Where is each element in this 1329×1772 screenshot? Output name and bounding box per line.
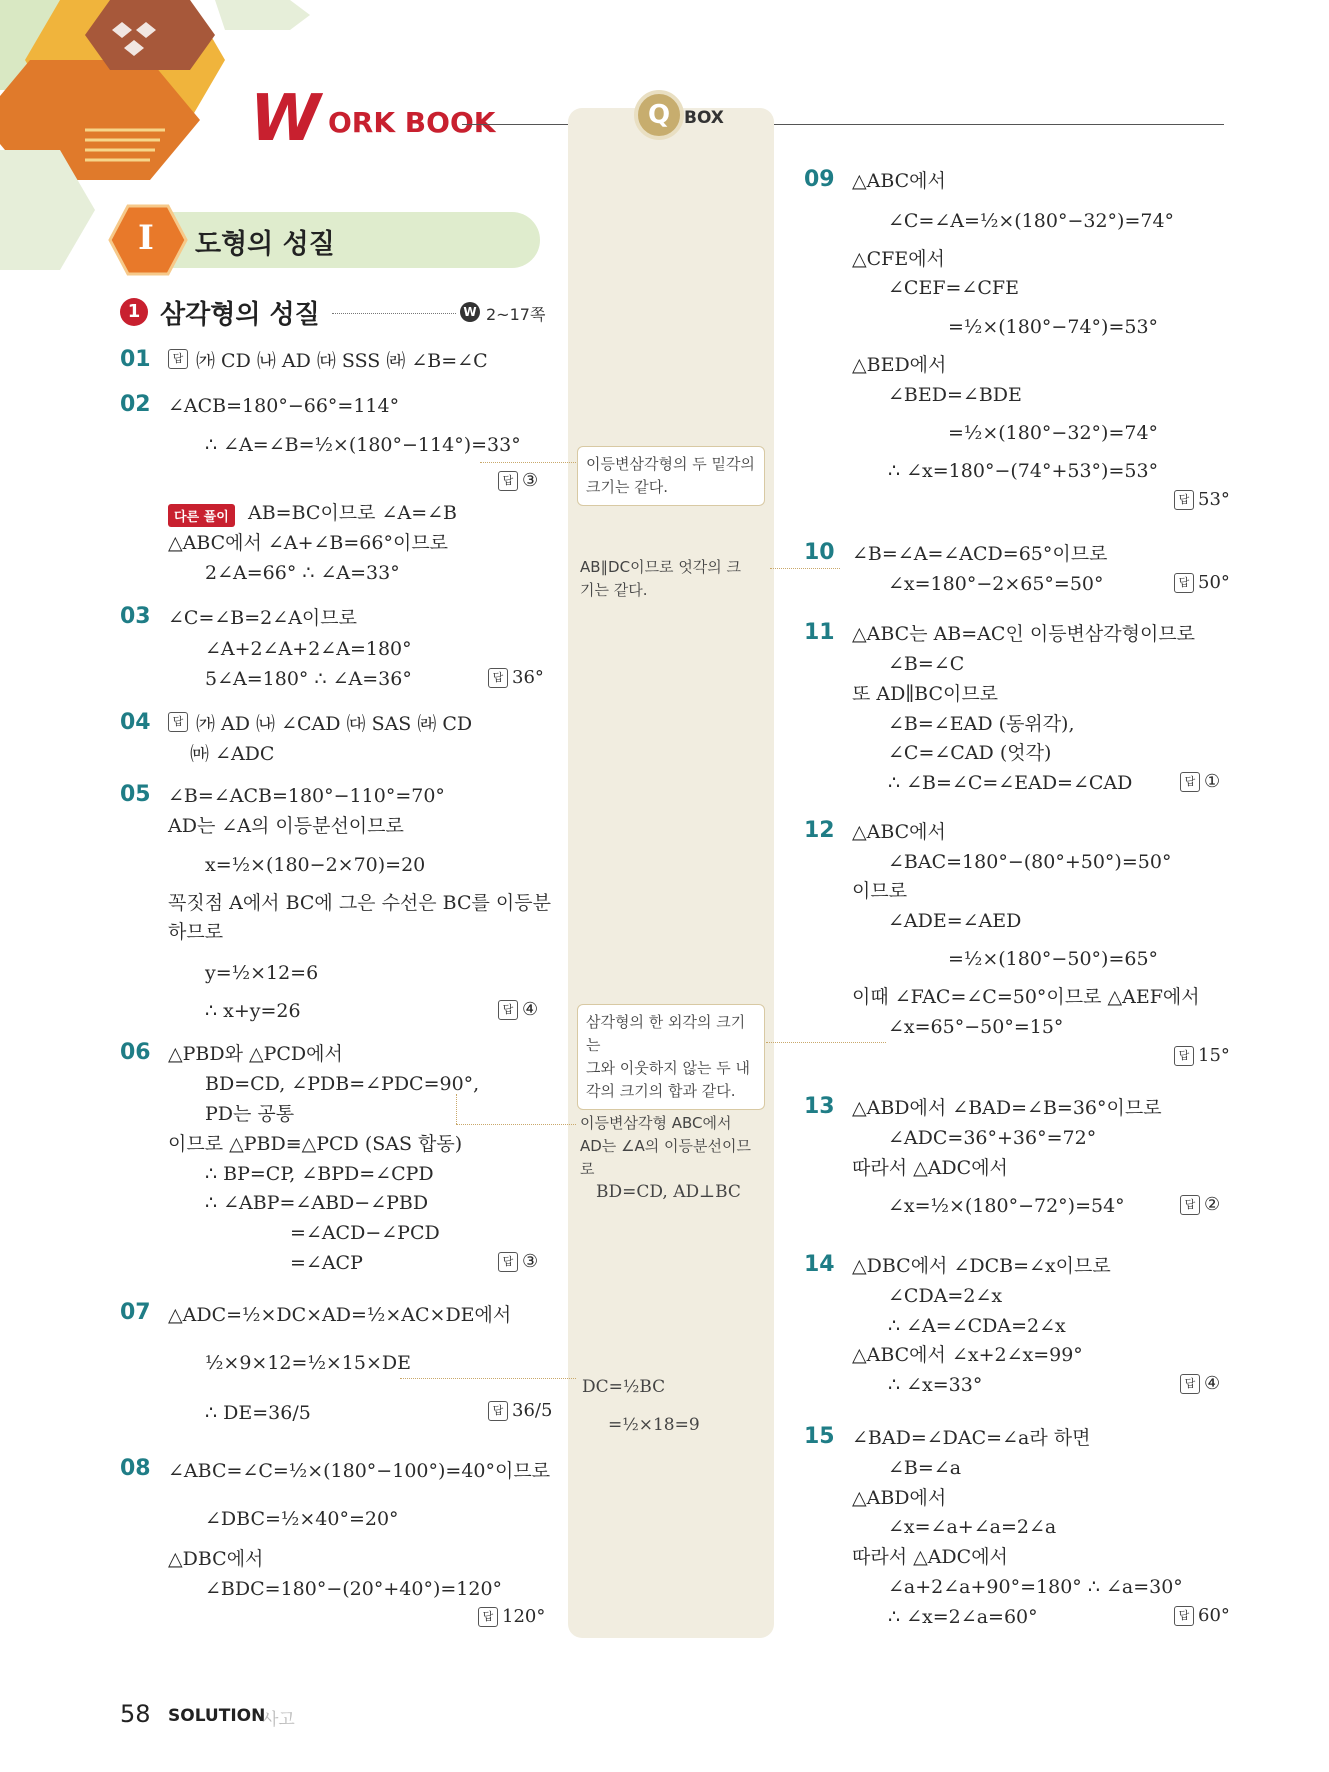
problem-09-line-6: △BED에서: [852, 354, 947, 376]
problem-10-line-1: ∠B=∠A=∠ACD=65°이므로: [852, 543, 1108, 565]
problem-15-line-3: △ABD에서: [852, 1487, 947, 1509]
leader-line-note-1: [480, 462, 576, 463]
answer-11: 답 ①: [1180, 771, 1220, 792]
qbox-note-1-line-1: 이등변삼각형의 두 밑각의: [586, 455, 755, 473]
answer-07-value: 36/5: [512, 1400, 553, 1421]
answer-14-value: ④: [1204, 1373, 1221, 1394]
problem-number-01: 01: [120, 347, 151, 372]
problem-number-14: 14: [804, 1252, 835, 1277]
problem-13-line-3: 따라서 △ADC에서: [852, 1157, 1008, 1179]
problem-11-line-4: ∠B=∠EAD (동위각),: [888, 713, 1075, 735]
section-number: 1: [127, 301, 141, 322]
answer-12: 답 15°: [1174, 1045, 1230, 1066]
qbox-note-2-line-2: 기는 같다.: [580, 581, 648, 599]
qbox-note-4-line-4: BD=CD, AD⊥BC: [596, 1182, 741, 1202]
answer-05: 답 ④: [498, 999, 538, 1020]
problem-number-13: 13: [804, 1094, 835, 1119]
qbox-note-5-line-1: DC=½BC: [582, 1377, 666, 1397]
qbox-note-1: [577, 446, 765, 506]
problem-09-line-1: △ABC에서: [852, 170, 946, 192]
leader-line-note-3: [766, 1042, 886, 1043]
qbox-note-3-line-2: 그와 이웃하지 않는 두 내: [586, 1059, 750, 1077]
qbox-note-1-line-2: 크기는 같다.: [586, 478, 668, 496]
workbook-logo-w: W: [250, 82, 321, 156]
problem-02-line-2: ∴ ∠A=∠B=½×(180°−114°)=33°: [205, 434, 521, 456]
leader-line-note-5: [400, 1378, 576, 1379]
qbox-note-3-line-1: 삼각형의 한 외각의 크기는: [586, 1013, 746, 1054]
problem-06-line-4: 이므로 △PBD≡△PCD (SAS 합동): [168, 1133, 463, 1155]
problem-06-line-5: ∴ BP=CP, ∠BPD=∠CPD: [205, 1163, 434, 1185]
problem-01-line-1: ㈎ CD ㈏ AD ㈐ SSS ㈑ ∠B=∠C: [196, 350, 488, 372]
problem-05-line-4: 꼭짓점 A에서 BC에 그은 수선은 BC를 이등분: [168, 892, 551, 914]
qbox-note-2: [580, 556, 760, 602]
workbook-page-icon: [460, 302, 480, 322]
problem-number-12: 12: [804, 818, 835, 843]
answer-02: 답 ③: [498, 470, 538, 491]
qbox-q-letter: Q: [647, 100, 671, 130]
qbox-note-2-line-1: AB∥DC이므로 엇각의 크: [580, 558, 742, 576]
problem-03-line-3: 5∠A=180° ∴ ∠A=36°: [205, 668, 412, 690]
problem-13-line-2: ∠ADC=36°+36°=72°: [888, 1127, 1097, 1149]
problem-03-line-2: ∠A+2∠A+2∠A=180°: [205, 638, 412, 660]
qbox-note-4-line-2: AD는 ∠A의 이등분선이므: [580, 1137, 751, 1155]
leader-line-note-2: [770, 568, 840, 569]
problem-07-line-3: ∴ DE=36/5: [205, 1402, 311, 1424]
problem-06-line-8: =∠ACP: [290, 1252, 363, 1274]
problem-08-line-4: ∠BDC=180°−(20°+40°)=120°: [205, 1578, 503, 1600]
problem-08-line-3: △DBC에서: [168, 1548, 264, 1570]
problem-number-15: 15: [804, 1424, 835, 1449]
problem-number-07: 07: [120, 1300, 151, 1325]
problem-15-line-7: ∴ ∠x=2∠a=60°: [888, 1606, 1038, 1628]
section-leader-dots: [332, 313, 456, 314]
answer-13: 답 ②: [1180, 1194, 1220, 1215]
answer-11-value: ①: [1204, 771, 1221, 792]
problem-12-line-5: =½×(180°−50°)=65°: [948, 948, 1159, 970]
problem-05-line-1: ∠B=∠ACB=180°−110°=70°: [168, 785, 445, 807]
qbox-note-5-line-2: =½×18=9: [608, 1415, 700, 1435]
problem-04-line-2: ㈒ ∠ADC: [190, 743, 275, 765]
problem-14-line-1: △DBC에서 ∠DCB=∠x이므로: [852, 1255, 1111, 1277]
problem-12-line-4: ∠ADE=∠AED: [888, 910, 1022, 932]
problem-15-line-4: ∠x=∠a+∠a=2∠a: [888, 1516, 1057, 1538]
problem-09-line-7: ∠BED=∠BDE: [888, 384, 1022, 406]
problem-08-line-2: ∠DBC=½×40°=20°: [205, 1508, 399, 1530]
problem-05-line-5: 하므로: [168, 921, 224, 943]
problem-14-line-2: ∠CDA=2∠x: [888, 1285, 1003, 1307]
problem-05-line-3: x=½×(180−2×70)=20: [205, 854, 426, 876]
problem-number-05: 05: [120, 782, 151, 807]
problem-13-line-1: △ABD에서 ∠BAD=∠B=36°이므로: [852, 1097, 1162, 1119]
answer-14: 답 ④: [1180, 1373, 1220, 1394]
answer-09: 답 53°: [1174, 489, 1230, 510]
alt-solution-line-2: △ABC에서 ∠A+∠B=66°이므로: [168, 532, 449, 554]
qbox-note-3: [577, 1004, 765, 1110]
problem-11-line-2: ∠B=∠C: [888, 653, 965, 675]
answer-08-value: 120°: [502, 1606, 546, 1627]
problem-number-08: 08: [120, 1456, 151, 1481]
problem-11-line-1: △ABC는 AB=AC인 이등변삼각형이므로: [852, 623, 1196, 645]
workbook-page-icon-letter: W: [463, 305, 477, 319]
qbox-note-3-line-3: 각의 크기의 합과 같다.: [586, 1082, 736, 1100]
problem-number-04: 04: [120, 710, 151, 735]
chapter-numeral: I: [138, 218, 154, 258]
answer-13-value: ②: [1204, 1194, 1221, 1215]
answer-05-value: ④: [522, 999, 539, 1020]
problem-09-line-3: △CFE에서: [852, 248, 945, 270]
answer-03: 답 36°: [488, 667, 544, 688]
answer-10: 답 50°: [1174, 572, 1230, 593]
answer-02-value: ③: [522, 470, 539, 491]
problem-11-line-3: 또 AD∥BC이므로: [852, 683, 999, 705]
chapter-title: 도형의 성질: [195, 229, 335, 260]
problem-number-03: 03: [120, 604, 151, 629]
qbox-note-5: [582, 1368, 742, 1444]
problem-number-02: 02: [120, 392, 151, 417]
problem-number-10: 10: [804, 540, 835, 565]
qbox-badge: [634, 90, 684, 140]
answer-08: 답 120°: [478, 1606, 545, 1627]
header-rule-right: [774, 124, 1224, 125]
qbox-note-4-line-3: 로: [580, 1160, 595, 1178]
section-title: 삼각형의 성질: [160, 300, 320, 330]
qbox-label: BOX: [684, 108, 724, 128]
workbook-logo-text: ORK BOOK: [328, 106, 496, 139]
problem-09-line-5: =½×(180°−74°)=53°: [948, 316, 1159, 338]
problem-05-line-6: y=½×12=6: [205, 962, 319, 984]
footer-label: SOLUTION: [168, 1706, 266, 1726]
header-rule-left: [462, 124, 568, 125]
problem-number-06: 06: [120, 1040, 151, 1065]
problem-15-line-5: 따라서 △ADC에서: [852, 1546, 1008, 1568]
problem-15-line-1: ∠BAD=∠DAC=∠a라 하면: [852, 1427, 1091, 1449]
problem-06-line-2: BD=CD, ∠PDB=∠PDC=90°,: [205, 1073, 480, 1095]
answer-15: 답 60°: [1174, 1605, 1230, 1626]
problem-05-line-2: AD는 ∠A의 이등분선이므로: [168, 815, 404, 837]
problem-number-11: 11: [804, 620, 835, 645]
qbox-note-4: [580, 1112, 766, 1204]
problem-15-line-2: ∠B=∠a: [888, 1457, 962, 1479]
problem-04-line-1: ㈎ AD ㈏ ∠CAD ㈐ SAS ㈑ CD: [196, 713, 473, 735]
problem-07-line-1: △ADC=½×DC×AD=½×AC×DE에서: [168, 1304, 512, 1326]
problem-11-line-6: ∴ ∠B=∠C=∠EAD=∠CAD: [888, 772, 1133, 794]
answer-03-value: 36°: [512, 667, 544, 688]
answer-mark-01: 답: [168, 348, 192, 369]
section-number-badge: [120, 298, 148, 326]
problem-09-line-4: ∠CEF=∠CFE: [888, 277, 1019, 299]
qbox-note-4-line-1: 이등변삼각형 ABC에서: [580, 1114, 732, 1132]
problem-12-line-1: △ABC에서: [852, 821, 946, 843]
problem-09-line-9: ∴ ∠x=180°−(74°+53°)=53°: [888, 460, 1159, 482]
section-pages: 2~17쪽: [486, 305, 546, 324]
problem-08-line-1: ∠ABC=∠C=½×(180°−100°)=40°이므로: [168, 1460, 551, 1482]
answer-07: 답 36/5: [488, 1400, 552, 1421]
problem-06-line-6: ∴ ∠ABP=∠ABD−∠PBD: [205, 1192, 429, 1214]
leader-line-note-4-h: [456, 1124, 576, 1125]
answer-12-value: 15°: [1198, 1045, 1230, 1066]
leader-line-note-4-v: [456, 1094, 457, 1124]
problem-09-line-8: =½×(180°−32°)=74°: [948, 422, 1159, 444]
problem-02-line-1: ∠ACB=180°−66°=114°: [168, 395, 400, 417]
problem-11-line-5: ∠C=∠CAD (엇각): [888, 742, 1052, 764]
alt-solution-line-3: 2∠A=66° ∴ ∠A=33°: [205, 562, 400, 584]
problem-03-line-1: ∠C=∠B=2∠A이므로: [168, 607, 357, 629]
answer-10-value: 50°: [1198, 572, 1230, 593]
answer-06-value: ③: [522, 1251, 539, 1272]
problem-15-line-6: ∠a+2∠a+90°=180° ∴ ∠a=30°: [888, 1576, 1183, 1598]
problem-05-line-7: ∴ x+y=26: [205, 1000, 301, 1022]
footer-brand: 사고: [262, 1710, 295, 1730]
problem-12-line-2: ∠BAC=180°−(80°+50°)=50°: [888, 851, 1172, 873]
problem-12-line-6: 이때 ∠FAC=∠C=50°이므로 △AEF에서: [852, 986, 1200, 1008]
answer-mark-04: 답: [168, 711, 192, 732]
answer-15-value: 60°: [1198, 1605, 1230, 1626]
alt-solution-badge: 다른 풀이: [168, 504, 235, 527]
alt-solution-line-1: AB=BC이므로 ∠A=∠B: [248, 502, 458, 524]
page-number: 58: [120, 1700, 151, 1728]
problem-07-line-2: ½×9×12=½×15×DE: [205, 1352, 411, 1374]
problem-06-line-7: =∠ACD−∠PCD: [290, 1222, 440, 1244]
problem-10-line-2: ∠x=180°−2×65°=50°: [888, 573, 1104, 595]
problem-number-09: 09: [804, 167, 835, 192]
answer-09-value: 53°: [1198, 489, 1230, 510]
problem-14-line-3: ∴ ∠A=∠CDA=2∠x: [888, 1315, 1066, 1337]
problem-14-line-4: △ABC에서 ∠x+2∠x=99°: [852, 1344, 1083, 1366]
answer-06: 답 ③: [498, 1251, 538, 1272]
problem-09-line-2: ∠C=∠A=½×(180°−32°)=74°: [888, 210, 1175, 232]
problem-06-line-1: △PBD와 △PCD에서: [168, 1043, 343, 1065]
problem-06-line-3: PD는 공통: [205, 1103, 295, 1125]
problem-14-line-5: ∴ ∠x=33°: [888, 1374, 983, 1396]
problem-12-line-3: 이므로: [852, 880, 908, 902]
problem-13-line-4: ∠x=½×(180°−72°)=54°: [888, 1195, 1125, 1217]
problem-12-line-7: ∠x=65°−50°=15°: [888, 1016, 1064, 1038]
